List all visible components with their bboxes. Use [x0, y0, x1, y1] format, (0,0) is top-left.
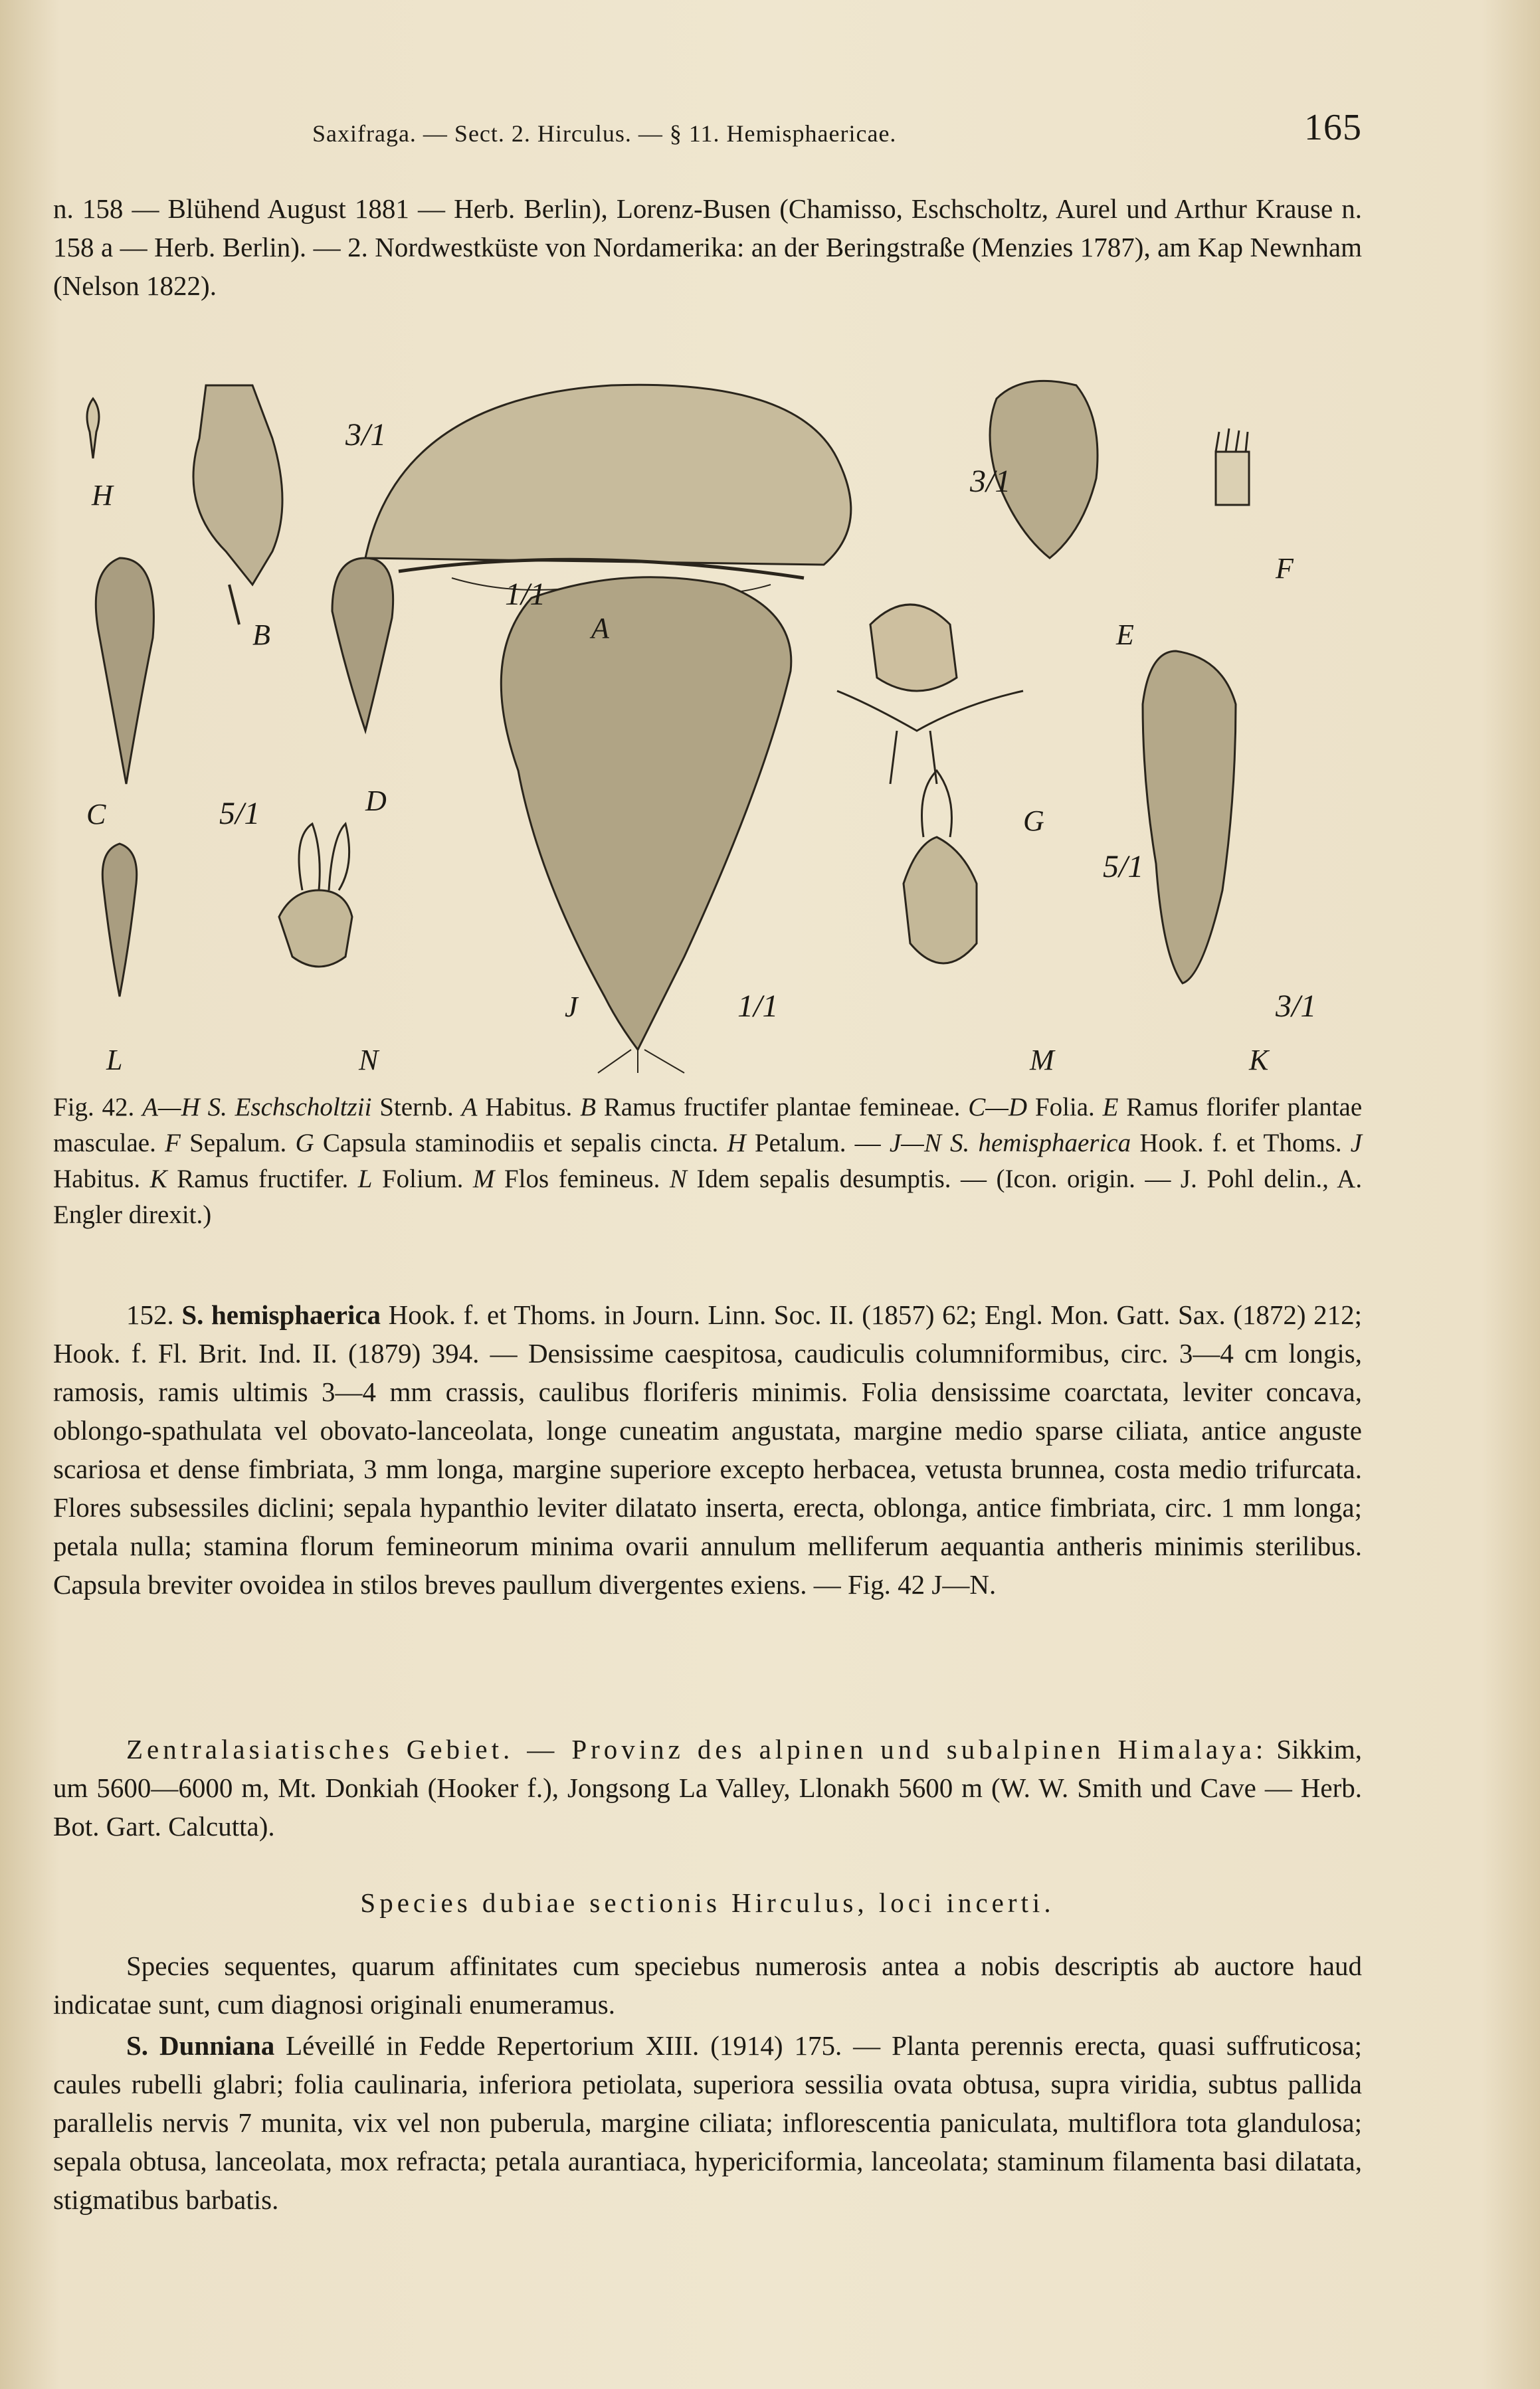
label-g: G [1023, 805, 1044, 837]
scale-a: 1/1 [505, 577, 546, 612]
page-number: 165 [1304, 107, 1362, 148]
caption-ref: E [1102, 1093, 1119, 1121]
label-l: L [106, 1044, 123, 1076]
scale-g: 5/1 [1103, 849, 1144, 884]
caption-ref: C—D [968, 1093, 1028, 1121]
intro-paragraph: n. 158 — Blühend August 1881 — Herb. Berlin), Lorenz-Busen (Chamisso, Eschscholtz, Aurel und Arthur Krause n. 158 a — Herb. Berlin). — 2. Nordwestküste von Nordamerika: an der Beringstraße (Menzies 1787), am Kap Newnham (Nelson 1822). [53, 193, 1362, 301]
botanical-illustration [53, 359, 1362, 1076]
caption-author: Sternb. [379, 1093, 454, 1121]
caption-text: Ramus fructifer. [177, 1165, 349, 1193]
figure-k-fruiting-branch [1143, 651, 1236, 983]
dunniana-description: Léveillé in Fedde Repertorium XIII. (1914) 175. — Planta perennis erecta, quasi suffruticosa; caules rubelli glabri; folia caulinaria, inferiora petiolata, superiora sessilia ovata obtusa, supra viridia, subtus pallida parallelis nervis 7 munita, vix vel non puberula, margine ciliata; inflorescentia paniculata, multiflora tota glandulosa; sepala obtusa, lanceolata, mox refracta; petala aurantiaca, hypericiformia, lanceolata; staminum filamenta basi dilatata, stigmatibus barbatis. [53, 2030, 1363, 2215]
figure-a-habitus [365, 385, 851, 594]
figure-f-sepal [1216, 429, 1249, 505]
caption-ref: J—N [889, 1129, 941, 1157]
species-number: 152. [126, 1299, 174, 1330]
figure-h-petal [87, 399, 99, 458]
label-j: J [565, 991, 578, 1023]
section-heading: Species dubiae sectionis Hirculus, loci incerti. [360, 1887, 1055, 1918]
caption-taxon: S. hemisphaerica [950, 1129, 1131, 1157]
caption-ref: J [1350, 1129, 1363, 1157]
caption-fig: Fig. 42. [53, 1093, 135, 1121]
caption-ref: A—H [142, 1093, 200, 1121]
distribution-paragraph [53, 1730, 1362, 1846]
caption-text: Ramus florifer plantae masculae. [53, 1093, 1363, 1157]
scale-j: 1/1 [737, 989, 779, 1024]
figure-plate [53, 359, 1362, 1076]
figure-b-fruiting-branch [193, 385, 282, 624]
label-b: B [252, 619, 270, 651]
label-h: H [92, 479, 113, 512]
label-f: F [1276, 552, 1294, 585]
caption-ref: B [580, 1093, 596, 1121]
label-c: C [86, 798, 106, 830]
figure-caption [53, 1090, 1362, 1233]
caption-ref: G [295, 1129, 314, 1157]
caption-ref: L [357, 1165, 373, 1193]
scale-e: 3/1 [970, 464, 1011, 499]
caption-text: Habitus. [485, 1093, 573, 1121]
figure-g-capsule [837, 605, 1023, 784]
caption-text: Folia. [1034, 1093, 1095, 1121]
dunniana-paragraph [53, 2026, 1362, 2219]
dubiae-intro-paragraph: Species sequentes, quarum affinitates cum speciebus numerosis antea a nobis descriptis ab auctore haud indicatae sunt, cum diagnosi originali enumeramus. [53, 1951, 1362, 2020]
caption-author: Hook. f. et Thoms. [1139, 1129, 1342, 1157]
dunniana-name: S. Dunniana [126, 2030, 275, 2061]
caption-text: Habitus. [53, 1165, 141, 1193]
caption-text: Capsula staminodiis et sepalis cincta. [322, 1129, 719, 1157]
species-152-paragraph [53, 1295, 1362, 1604]
caption-taxon: S. Eschscholtzii [207, 1093, 372, 1121]
caption-text: Sepalum. [189, 1129, 287, 1157]
figure-m-flower [904, 771, 977, 963]
scale-b: 3/1 [345, 417, 387, 452]
distribution-localities: Sikkim, um 5600—6000 m, Mt. Donkiah (Hooker f.), Jongsong La Valley, Llonakh 5600 m (W. W. Smith und Cave — Herb. Bot. Gart. Calcutta). [53, 1734, 1362, 1842]
scale-k: 3/1 [1276, 989, 1317, 1024]
label-k: K [1249, 1044, 1269, 1076]
caption-text: Flos femineus. [504, 1165, 660, 1193]
figure-d-leaf [332, 558, 393, 731]
caption-text: Petalum. — [754, 1129, 881, 1157]
label-d: D [365, 785, 387, 817]
label-e: E [1116, 619, 1134, 651]
running-head [312, 106, 1362, 153]
species-description: Hook. f. et Thoms. in Journ. Linn. Soc. II. (1857) 62; Engl. Mon. Gatt. Sax. (1872) 212; Hook. f. Fl. Brit. Ind. II. (1879) 394. — Densissime caespitosa, caudiculis columniformibus, circ. 3—4 cm longis, ramosis, ramis ultimis 3—4 mm crassis, caulibus floriferis minimis. Folia densissime coarctata, leviter concava, oblongo-spathulata vel obovato-lanceolata, longe cuneatim angustata, margine medio sparse ciliata, antice anguste scariosa et dense fimbriata, 3 mm longa, margine superiore excepto herbacea, vetusta brunnea, costa medio trifurcata. Flores subsessiles diclini; sepala hypanthio leviter dilatato inserta, erecta, oblonga, antice fimbriata, circ. 1 mm longa; petala nulla; stamina florum femineorum minima ovarii annulum melliferum aequantia antheris minimis sterilibus. Capsula breviter ovoidea in stilos breves paullum divergentes exiens. — Fig. 42 J—N. [53, 1299, 1363, 1600]
caption-ref: M [472, 1165, 495, 1193]
label-n: N [359, 1044, 379, 1076]
caption-ref: A [461, 1093, 478, 1121]
caption-ref: H [727, 1129, 746, 1157]
figure-n-flower [279, 824, 352, 967]
caption-ref: N [669, 1165, 687, 1193]
running-title: Saxifraga. — Sect. 2. Hirculus. — § 11. Hemisphaericae. [312, 120, 897, 147]
label-a: A [591, 612, 609, 644]
caption-ref: K [149, 1165, 167, 1193]
label-m: M [1030, 1044, 1054, 1076]
caption-text: Idem sepalis desumptis. — (Icon. origin. — J. Pohl delin., A. Engler direxit.) [53, 1165, 1363, 1229]
distribution-region: Zentralasiatisches Gebiet. — Provinz des alpinen und subalpinen Himalaya: [126, 1734, 1268, 1765]
scale-d: 5/1 [219, 796, 260, 831]
caption-text: Folium. [381, 1165, 464, 1193]
figure-c-leaf [96, 558, 153, 784]
species-name: S. hemisphaerica [181, 1299, 381, 1330]
figure-l-leaf [102, 844, 136, 997]
caption-ref: F [165, 1129, 181, 1157]
caption-text: Ramus fructifer plantae femineae. [603, 1093, 961, 1121]
